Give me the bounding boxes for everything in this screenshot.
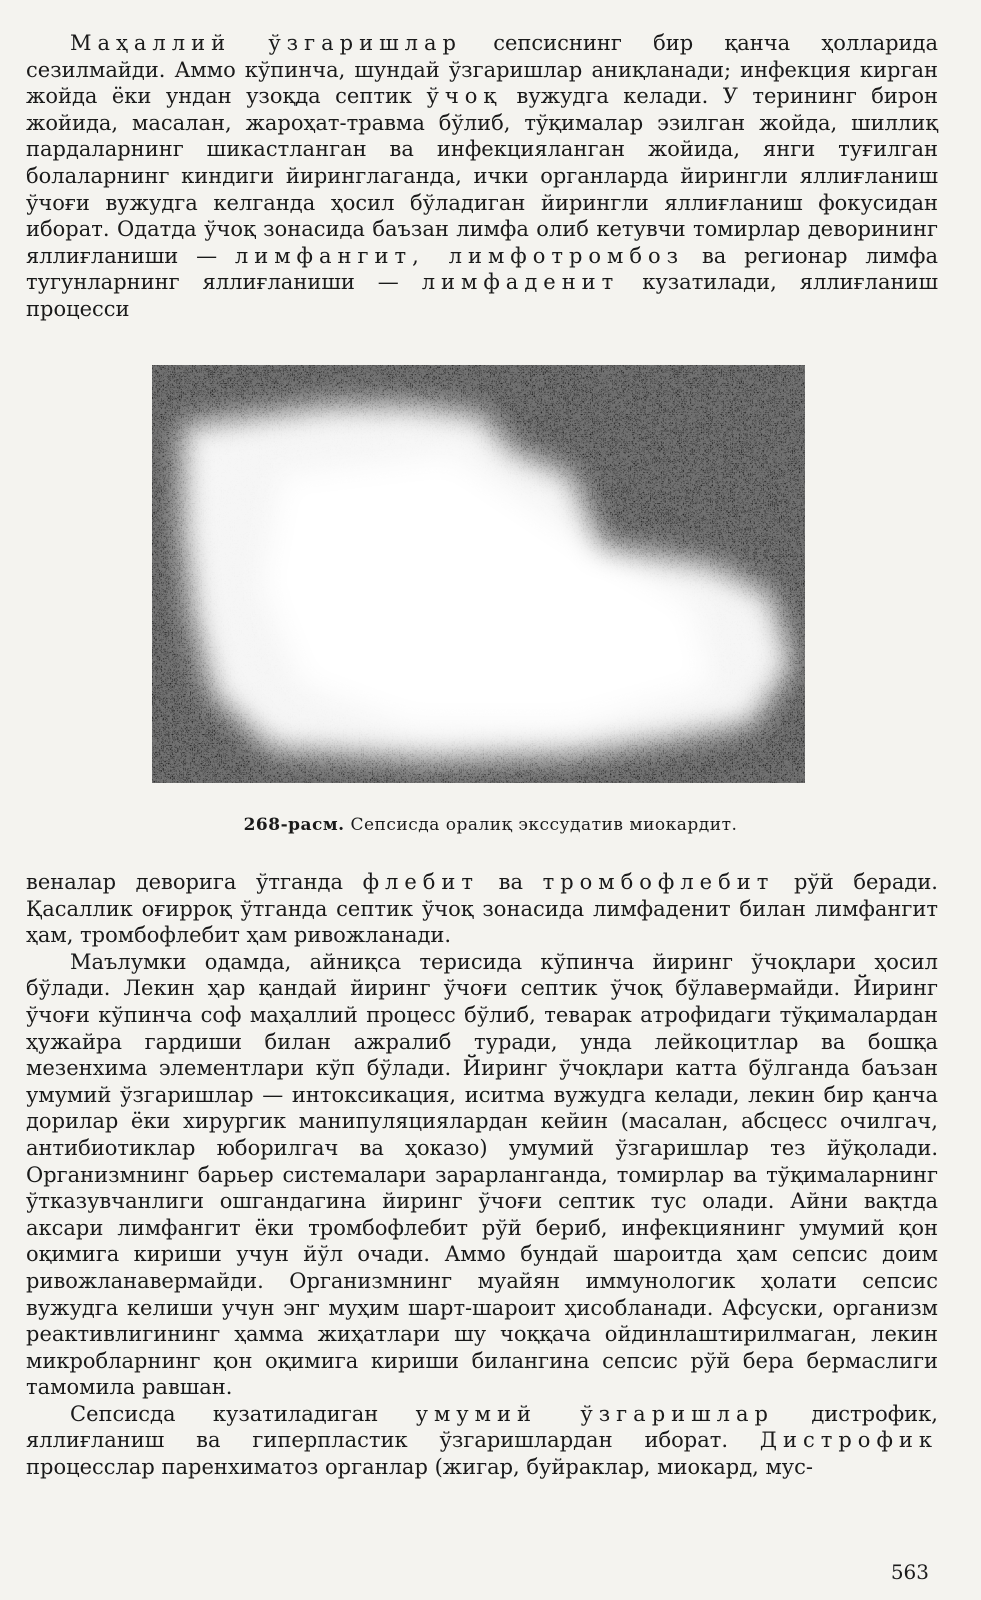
paragraph-text: Сепсисда кузатиладиган xyxy=(70,1401,416,1426)
paragraph-text: кузатилади, яллиғланиш процесси xyxy=(26,270,938,321)
spaced-term: флебит xyxy=(362,870,480,894)
paragraph-text: рўй беради. Қасаллик оғирроқ ўтганда септик ўчоқ зонасида лимфаденит билан лимфангит ҳам, тромбофлебит ҳам ривожланади. xyxy=(26,870,938,948)
paragraph-text: сепсиснинг бир қанча ҳолларида сезилмайди. Аммо кўпинча, шундай ўзгаришлар аниқланади; инфекция кирган жойда ёки ундан узоқда септик xyxy=(26,31,939,109)
spaced-term: ўчоқ xyxy=(426,84,503,109)
paragraph-text: ва xyxy=(479,870,543,894)
micrograph-figure xyxy=(152,365,805,783)
spaced-term: Дистрофик xyxy=(759,1428,938,1453)
paragraph: Маълумки одамда, айниқса терисида кўпинча йиринг ўчоқлари ҳосил бўлади. Лекин ҳар қандай йиринг ўчоғи септик ўчоқ бўлавермайди. Йиринг ўчоғи кўпинча соф маҳаллий процесс бўлиб, теварак атрофидаги тўқималардан ҳужайра гардиши билан ажралиб туради, унда лейкоцитлар ва бошқа мезенхима элементлари кўп бўлади. Йиринг ўчоқлари катта бўлганда баъзан умумий ўзгаришлар — интоксикация, иситма вужудга келади, лекин бир қанча дорилар ёки хирургик манипуляциялардан кейин (масалан, абсцесс очилгач, антибиотиклар юборилгач ва ҳоказо) умумий ўзгаришлар тез йўқолади. Организмнинг барьер системалари зарарланганда, томирлар ва тўқималарнинг ўтказувчанлиги ошгандагина йиринг ўчоғи септик тус олади. Айни вақтда аксари лимфангит ёки тромбофлебит рўй бериб, инфекциянинг умумий қон оқимига кириши учун йўл очади. Аммо бундай шароитда ҳам сепсис доим ривожланавермайди. Организмнинг муайян иммунологик ҳолати сепсис вужудга келиши учун энг муҳим шарт-шароит ҳисобланади. Афсуски, организм реактивлигининг ҳамма жиҳатлари шу чоққача ойдинлаштирилмаган, лекин микробларнинг қон оқимига кириши билангина сепсис рўй бера бермаслиги тамомила равшан. xyxy=(26,949,938,1400)
figure-number: 268-расм. xyxy=(243,815,345,835)
caption-text: Сепсисда оралиқ экссудатив миокардит. xyxy=(344,815,738,835)
paragraph-text: процесслар паренхиматоз органлар (жигар, буйраклар, миокард, мус- xyxy=(26,1455,814,1480)
spaced-term: лимфаденит xyxy=(421,270,620,295)
paragraph-text: дистрофик, яллиғланиш ва гиперпластик ўзгаришлардан иборат. xyxy=(26,1401,938,1453)
spaced-term: тромбофлебит xyxy=(542,870,775,894)
paragraph-text: веналар деворига ўтганда xyxy=(26,870,363,894)
spaced-term: лимфангит, лимфотромбоз xyxy=(234,243,685,268)
body-text xyxy=(26,869,938,1481)
figure-caption xyxy=(0,815,981,835)
paragraph-text: ва регионар лимфа тугунларнинг яллиғланиши — xyxy=(26,243,938,295)
spaced-term: умумий ўзгаришлар xyxy=(415,1401,774,1426)
paragraph-text: вужудга келади. У терининг бирон жойида, масалан, жароҳат-травма бўлиб, тўқималар эзилган жойда, шиллиқ пардаларнинг шикастланган ва инфекцияланган жойида, янги туғилган болаларнинг киндиги йиринглаганда, ички органларда йирингли яллиғланиш ўчоғи вужудга келганда ҳосил бўладиган йирингли яллиғланиш фокусидан иборат. Одатда ўчоқ зонасида баъзан лимфа олиб кетувчи томирлар деворининг яллиғланиши — xyxy=(26,84,938,268)
spaced-term: Маҳаллий ўзгаришлар xyxy=(70,31,462,55)
top-paragraph xyxy=(26,30,938,323)
page-number: 563 xyxy=(890,1560,929,1584)
